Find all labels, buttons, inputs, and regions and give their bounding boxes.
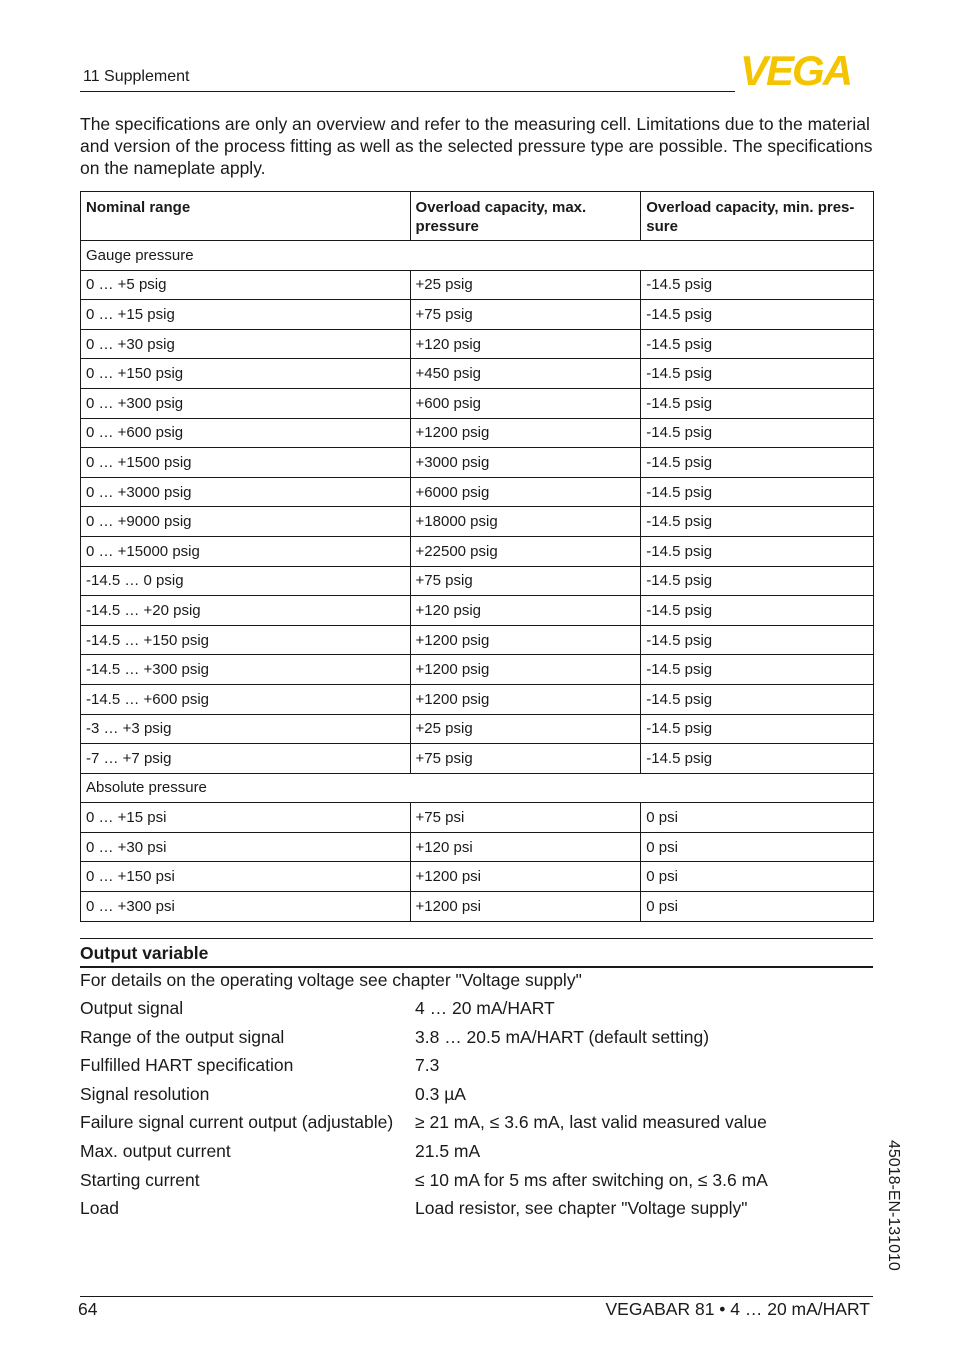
spec-label: Signal resolution: [80, 1083, 210, 1104]
table-row: [81, 684, 874, 714]
table-cell: 0 … +3000 psig: [81, 477, 411, 507]
table-cell: -14.5 psig: [641, 536, 874, 566]
table-cell: 0 … +9000 psig: [81, 507, 411, 537]
table-group-row: [81, 241, 874, 271]
table-cell: +120 psig: [410, 329, 641, 359]
table-cell: +75 psi: [410, 803, 641, 833]
header-nominal-range: Nominal range: [81, 192, 411, 241]
spec-row: [80, 1055, 880, 1084]
output-variable-title: Output variable: [80, 943, 209, 963]
table-row: [81, 625, 874, 655]
table-row: [81, 448, 874, 478]
spec-row: [80, 1198, 880, 1227]
spec-label: Max. output current: [80, 1140, 231, 1161]
table-cell: +450 psig: [410, 359, 641, 389]
table-cell: -14.5 psig: [641, 329, 874, 359]
table-row: [81, 596, 874, 626]
table-cell: +1200 psig: [410, 625, 641, 655]
table-cell: +75 psig: [410, 744, 641, 774]
overload-table: [80, 191, 874, 922]
table-cell: 0 … +300 psi: [81, 892, 411, 922]
table-cell: -14.5 psig: [641, 448, 874, 478]
table-row: [81, 507, 874, 537]
header-overload-max: Overload capacity, max. pressure: [410, 192, 641, 241]
table-cell: +3000 psig: [410, 448, 641, 478]
spec-value: ≥ 21 mA, ≤ 3.6 mA, last valid measured value: [415, 1112, 767, 1133]
table-row: [81, 744, 874, 774]
table-cell: -14.5 psig: [641, 477, 874, 507]
footer-title: VEGABAR 81 • 4 … 20 mA/HART: [605, 1299, 870, 1319]
table-cell: +75 psig: [410, 566, 641, 596]
spec-label: Output signal: [80, 998, 184, 1018]
spec-value: Load resistor, see chapter "Voltage supply": [415, 1198, 748, 1219]
table-row: [81, 892, 874, 922]
spec-label: Range of the output signal: [80, 1026, 285, 1047]
spec-row: [80, 1112, 880, 1141]
table-cell: +22500 psig: [410, 536, 641, 566]
table-cell: +1200 psig: [410, 655, 641, 685]
spec-label: Fulfilled HART specification: [80, 1055, 294, 1076]
table-cell: -14.5 psig: [641, 270, 874, 300]
table-header-row: [81, 192, 874, 241]
table-cell: +120 psig: [410, 596, 641, 626]
table-cell: +18000 psig: [410, 507, 641, 537]
spec-label: Load: [80, 1198, 119, 1219]
table-row: [81, 477, 874, 507]
table-cell: 0 … +150 psig: [81, 359, 411, 389]
table-cell: +1200 psig: [410, 684, 641, 714]
table-cell: 0 … +30 psig: [81, 329, 411, 359]
table-cell: -14.5 psig: [641, 596, 874, 626]
table-cell: -14.5 psig: [641, 714, 874, 744]
table-cell: -14.5 psig: [641, 507, 874, 537]
spec-value: ≤ 10 mA for 5 ms after switching on, ≤ 3.6 mA: [415, 1169, 768, 1190]
table-cell: +1200 psig: [410, 418, 641, 448]
table-row: [81, 862, 874, 892]
table-cell: -14.5 … 0 psig: [81, 566, 411, 596]
table-group-label: Gauge pressure: [81, 241, 874, 271]
table-cell: -14.5 psig: [641, 625, 874, 655]
table-cell: -14.5 psig: [641, 388, 874, 418]
table-cell: 0 … +600 psig: [81, 418, 411, 448]
table-cell: -14.5 … +300 psig: [81, 655, 411, 685]
table-row: [81, 388, 874, 418]
table-cell: +1200 psi: [410, 892, 641, 922]
table-cell: -14.5 … +150 psig: [81, 625, 411, 655]
table-row: [81, 714, 874, 744]
section-header: 11 Supplement: [83, 68, 190, 85]
table-cell: 0 psi: [641, 862, 874, 892]
spec-row: [80, 998, 880, 1027]
table-group-row: [81, 773, 874, 803]
table-cell: 0 … +15 psig: [81, 300, 411, 330]
table-cell: -14.5 … +20 psig: [81, 596, 411, 626]
table-cell: 0 psi: [641, 832, 874, 862]
table-cell: 0 … +15 psi: [81, 803, 411, 833]
table-row: [81, 536, 874, 566]
table-cell: 0 … +5 psig: [81, 270, 411, 300]
table-cell: 0 … +150 psi: [81, 862, 411, 892]
table-cell: -14.5 psig: [641, 684, 874, 714]
spec-value: 0.3 µA: [415, 1083, 466, 1104]
table-cell: 0 … +1500 psig: [81, 448, 411, 478]
table-cell: -14.5 psig: [641, 566, 874, 596]
spec-row: [80, 1170, 880, 1199]
table-cell: -14.5 psig: [641, 418, 874, 448]
table-cell: +120 psi: [410, 832, 641, 862]
intro-paragraph: The specifications are only an overview and refer to the measuring cell. Limitations due to the material and version of the process fitting as well as the selected pressure type are possible. The specifications on the nameplate apply.: [80, 114, 873, 178]
spec-value: 3.8 … 20.5 mA/HART (default setting): [415, 1026, 710, 1047]
table-cell: 0 … +15000 psig: [81, 536, 411, 566]
spec-row: [80, 1027, 880, 1056]
table-cell: 0 psi: [641, 803, 874, 833]
header-overload-min: Overload capacity, min. pres-sure: [641, 192, 874, 241]
spec-label: Failure signal current output (adjustable): [80, 1112, 394, 1133]
section-rule-top: [80, 938, 873, 939]
table-cell: +1200 psi: [410, 862, 641, 892]
table-cell: +25 psig: [410, 270, 641, 300]
spec-label: Starting current: [80, 1169, 200, 1190]
table-cell: +75 psig: [410, 300, 641, 330]
table-cell: 0 … +300 psig: [81, 388, 411, 418]
header-rule: [80, 91, 735, 92]
output-spec-list: [80, 998, 880, 1227]
spec-value: 4 … 20 mA/HART: [415, 998, 555, 1018]
table-cell: -14.5 psig: [641, 744, 874, 774]
table-cell: -14.5 psig: [641, 655, 874, 685]
spec-row: [80, 1141, 880, 1170]
table-row: [81, 566, 874, 596]
table-body: [81, 241, 874, 922]
table-row: [81, 655, 874, 685]
table-group-label: Absolute pressure: [81, 773, 874, 803]
vega-logo: VEGA: [740, 47, 852, 94]
output-note: For details on the operating voltage see chapter "Voltage supply": [80, 970, 582, 990]
table-row: [81, 803, 874, 833]
table-row: [81, 359, 874, 389]
table-cell: +6000 psig: [410, 477, 641, 507]
table-cell: 0 … +30 psi: [81, 832, 411, 862]
table-row: [81, 329, 874, 359]
table-cell: 0 psi: [641, 892, 874, 922]
table-cell: -7 … +7 psig: [81, 744, 411, 774]
spec-value: 7.3: [415, 1055, 440, 1076]
spec-row: [80, 1084, 880, 1113]
section-rule-bottom: [80, 966, 873, 968]
table-cell: -3 … +3 psig: [81, 714, 411, 744]
spec-value: 21.5 mA: [415, 1140, 481, 1161]
table-row: [81, 300, 874, 330]
table-cell: +25 psig: [410, 714, 641, 744]
table-cell: -14.5 psig: [641, 359, 874, 389]
table-cell: -14.5 psig: [641, 300, 874, 330]
footer-rule: [80, 1296, 873, 1297]
page-number: 64: [78, 1299, 98, 1319]
table-row: [81, 832, 874, 862]
document-code: 45018-EN-131010: [885, 1140, 902, 1271]
table-row: [81, 418, 874, 448]
table-cell: +600 psig: [410, 388, 641, 418]
table-cell: -14.5 … +600 psig: [81, 684, 411, 714]
table-row: [81, 270, 874, 300]
